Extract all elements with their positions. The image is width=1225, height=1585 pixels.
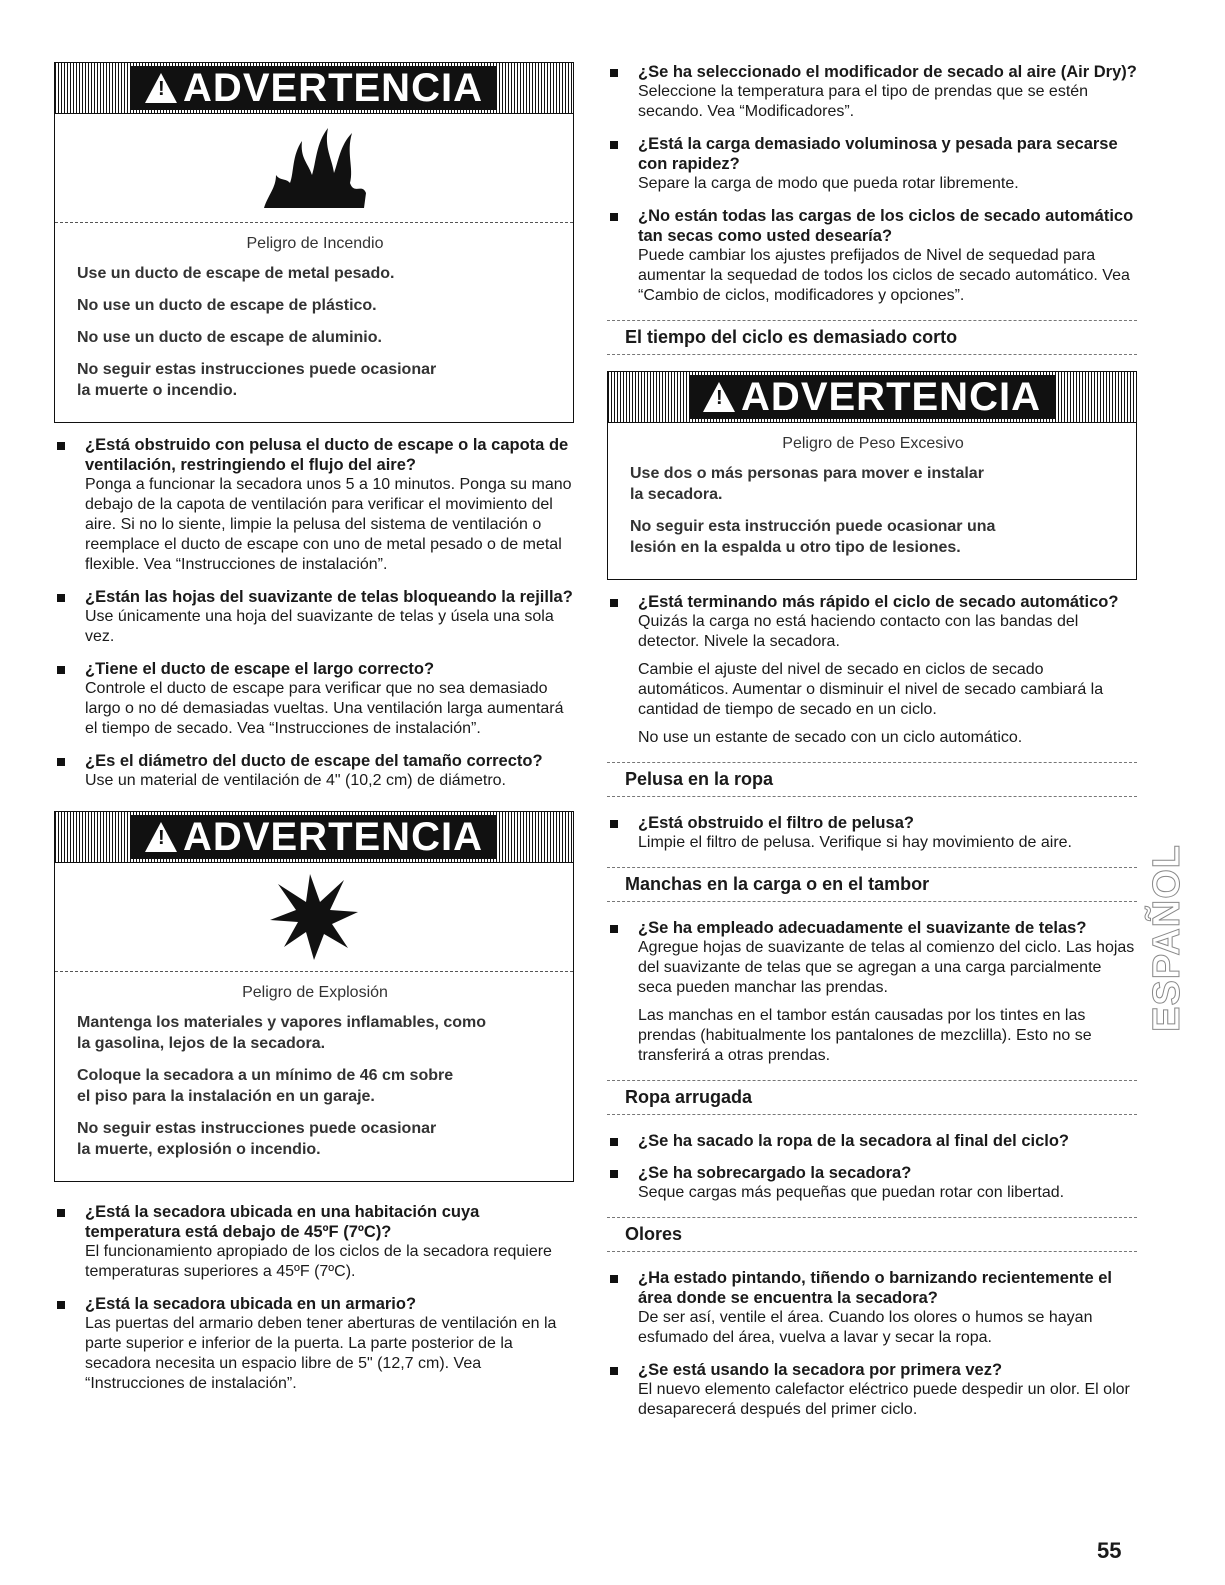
list-item bbox=[54, 435, 574, 575]
list-item bbox=[607, 206, 1137, 306]
question: ¿Están las hojas del suavizante de telas bloqueando la rejilla? bbox=[85, 588, 573, 606]
list-item bbox=[607, 62, 1137, 122]
question: ¿Está la secadora ubicada en una habitación cuya temperatura está debajo de 45ºF (7ºC)? bbox=[85, 1203, 480, 1241]
list-item bbox=[54, 1294, 574, 1394]
left-column bbox=[54, 62, 574, 1406]
answer: Use únicamente una hoja del suavizante de telas y úsela una sola vez. bbox=[85, 608, 554, 645]
list-item bbox=[607, 592, 1137, 748]
warning-line: No use un ducto de escape de aluminio. bbox=[77, 329, 382, 346]
explosion-icon bbox=[55, 863, 573, 972]
question: ¿Ha estado pintando, tiñendo o barnizando recientemente el área donde se encuentra la secadora? bbox=[638, 1269, 1112, 1307]
language-side-tab bbox=[1145, 818, 1188, 1058]
warning-line: Use dos o más personas para mover e instalar la secadora. bbox=[630, 465, 984, 503]
warning-box-fire bbox=[54, 62, 574, 423]
question: ¿No están todas las cargas de los ciclos de secado automático tan secas como usted desearía? bbox=[638, 207, 1134, 245]
section-heading: El tiempo del ciclo es demasiado corto bbox=[607, 320, 1137, 355]
warning-box-explosion bbox=[54, 811, 574, 1182]
warning-title: ADVERTENCIA bbox=[741, 375, 1041, 419]
warning-line: No seguir estas instrucciones puede ocasionar la muerte o incendio. bbox=[77, 361, 437, 399]
warning-line: Mantenga los materiales y vapores inflamables, como la gasolina, lejos de la secadora. bbox=[77, 1014, 487, 1052]
fire-icon bbox=[55, 114, 573, 223]
section-heading: Manchas en la carga o en el tambor bbox=[607, 867, 1137, 902]
list-item bbox=[607, 134, 1137, 194]
warning-hazard: Peligro de Peso Excesivo bbox=[782, 435, 964, 452]
question: ¿Es el diámetro del ducto de escape del tamaño correcto? bbox=[85, 752, 543, 770]
answer: El funcionamiento apropiado de los ciclos de la secadora requiere temperaturas superiores a 45ºF (7ºC). bbox=[85, 1243, 552, 1280]
warning-triangle-icon: ! bbox=[703, 382, 735, 412]
list-item bbox=[54, 587, 574, 647]
list-item bbox=[607, 1163, 1137, 1203]
answer: Agregue hojas de suavizante de telas al comienzo del ciclo. Las hojas del suavizante de telas que se agregan a una carga parcialmente seca pueden manchar las prendas. bbox=[638, 939, 1135, 996]
warning-header bbox=[55, 63, 573, 114]
answer: Limpie el filtro de pelusa. Verifique si hay movimiento de aire. bbox=[638, 834, 1072, 851]
question: ¿Se está usando la secadora por primera vez? bbox=[638, 1361, 1003, 1379]
answer: Quizás la carga no está haciendo contacto con las bandas del detector. Nivele la secadora. bbox=[638, 613, 1079, 650]
question: ¿Está terminando más rápido el ciclo de secado automático? bbox=[638, 593, 1119, 611]
side-tab-label: ESPAÑOL bbox=[1145, 844, 1188, 1032]
warning-box-weight bbox=[607, 371, 1137, 580]
question: ¿Tiene el ducto de escape el largo correcto? bbox=[85, 660, 435, 678]
question: ¿Está obstruido con pelusa el ducto de escape o la capota de ventilación, restringiendo el flujo del aire? bbox=[85, 436, 569, 474]
page-number: 55 bbox=[1097, 1538, 1122, 1563]
list-item bbox=[607, 1360, 1137, 1420]
warning-line: No seguir esta instrucción puede ocasionar una lesión en la espalda u otro tipo de lesiones. bbox=[630, 518, 996, 556]
question: ¿Está obstruido el filtro de pelusa? bbox=[638, 814, 914, 832]
section-heading: Ropa arrugada bbox=[607, 1080, 1137, 1115]
list-item bbox=[54, 659, 574, 739]
question: ¿Se ha sacado la ropa de la secadora al final del ciclo? bbox=[638, 1132, 1069, 1150]
list-item bbox=[54, 751, 574, 791]
warning-title: ADVERTENCIA bbox=[183, 66, 483, 110]
answer: De ser así, ventile el área. Cuando los olores o humos se hayan esfumado del área, vuelva a lavar y secar la ropa. bbox=[638, 1309, 1093, 1346]
warning-line: Coloque la secadora a un mínimo de 46 cm sobre el piso para la instalación en un garaje. bbox=[77, 1067, 454, 1105]
answer: Seleccione la temperatura para el tipo de prendas que se estén secando. Vea “Modificadores”. bbox=[638, 83, 1089, 120]
warning-header bbox=[608, 372, 1136, 423]
answer: El nuevo elemento calefactor eléctrico puede despedir un olor. El olor desaparecerá después del primer ciclo. bbox=[638, 1381, 1130, 1418]
list-item bbox=[607, 918, 1137, 1066]
answer: Controle el ducto de escape para verificar que no sea demasiado largo o no dé demasiadas vueltas. Una ventilación larga aumentará el tiempo de secado. Vea “Instrucciones de instalación”. bbox=[85, 680, 564, 737]
section-heading: Pelusa en la ropa bbox=[607, 762, 1137, 797]
answer: Puede cambiar los ajustes prefijados de Nivel de sequedad para aumentar la sequedad de todos los ciclos de secado automático. Vea “Cambio de ciclos, modificadores y opciones”. bbox=[638, 247, 1130, 304]
warning-line: No use un ducto de escape de plástico. bbox=[77, 297, 377, 314]
paragraph: No use un estante de secado con un ciclo automático. bbox=[638, 729, 1023, 746]
list-item bbox=[54, 1202, 574, 1282]
answer: Seque cargas más pequeñas que puedan rotar con libertad. bbox=[638, 1184, 1065, 1201]
paragraph: Las manchas en el tambor están causadas por los tintes en las prendas (habitualmente los pantalones de mezclilla). Esto no se transferirá a otras prendas. bbox=[638, 1007, 1092, 1064]
answer: Las puertas del armario deben tener aberturas de ventilación en la parte superior e inferior de la puerta. La parte posterior de la secadora necesita un espacio libre de 5" (12,7 cm). Vea “Instrucciones de instalación”. bbox=[85, 1315, 557, 1392]
list-item bbox=[607, 1131, 1137, 1151]
section-heading: Olores bbox=[607, 1217, 1137, 1252]
answer: Use un material de ventilación de 4" (10,2 cm) de diámetro. bbox=[85, 772, 506, 789]
list-item bbox=[607, 1268, 1137, 1348]
question: ¿Está la carga demasiado voluminosa y pesada para secarse con rapidez? bbox=[638, 135, 1118, 173]
question: ¿Se ha empleado adecuadamente el suavizante de telas? bbox=[638, 919, 1087, 937]
warning-triangle-icon: ! bbox=[145, 822, 177, 852]
warning-hazard: Peligro de Explosión bbox=[242, 984, 388, 1001]
warning-title: ADVERTENCIA bbox=[183, 815, 483, 859]
paragraph: Cambie el ajuste del nivel de secado en ciclos de secado automáticos. Aumentar o disminuir el nivel de secado cambiará la cantidad de tiempo de secado en un ciclo. bbox=[638, 661, 1104, 718]
warning-line: Use un ducto de escape de metal pesado. bbox=[77, 265, 395, 282]
answer: Separe la carga de modo que pueda rotar libremente. bbox=[638, 175, 1019, 192]
question: ¿Se ha seleccionado el modificador de secado al aire (Air Dry)? bbox=[638, 63, 1137, 81]
question: ¿Se ha sobrecargado la secadora? bbox=[638, 1164, 912, 1182]
right-column bbox=[607, 62, 1137, 1432]
warning-header bbox=[55, 812, 573, 863]
list-item bbox=[607, 813, 1137, 853]
warning-hazard: Peligro de Incendio bbox=[246, 235, 384, 252]
answer: Ponga a funcionar la secadora unos 5 a 10 minutos. Ponga su mano debajo de la capota de ventilación para verificar el movimiento del aire. Si no lo siente, limpie la pelusa del sistema de ventilación o reemplace el ducto de escape con uno de metal pesado o de metal flexible. Vea “Instrucciones de instalación”. bbox=[85, 476, 572, 573]
warning-triangle-icon: ! bbox=[145, 73, 177, 103]
question: ¿Está la secadora ubicada en un armario? bbox=[85, 1295, 417, 1313]
warning-line: No seguir estas instrucciones puede ocasionar la muerte, explosión o incendio. bbox=[77, 1120, 437, 1158]
